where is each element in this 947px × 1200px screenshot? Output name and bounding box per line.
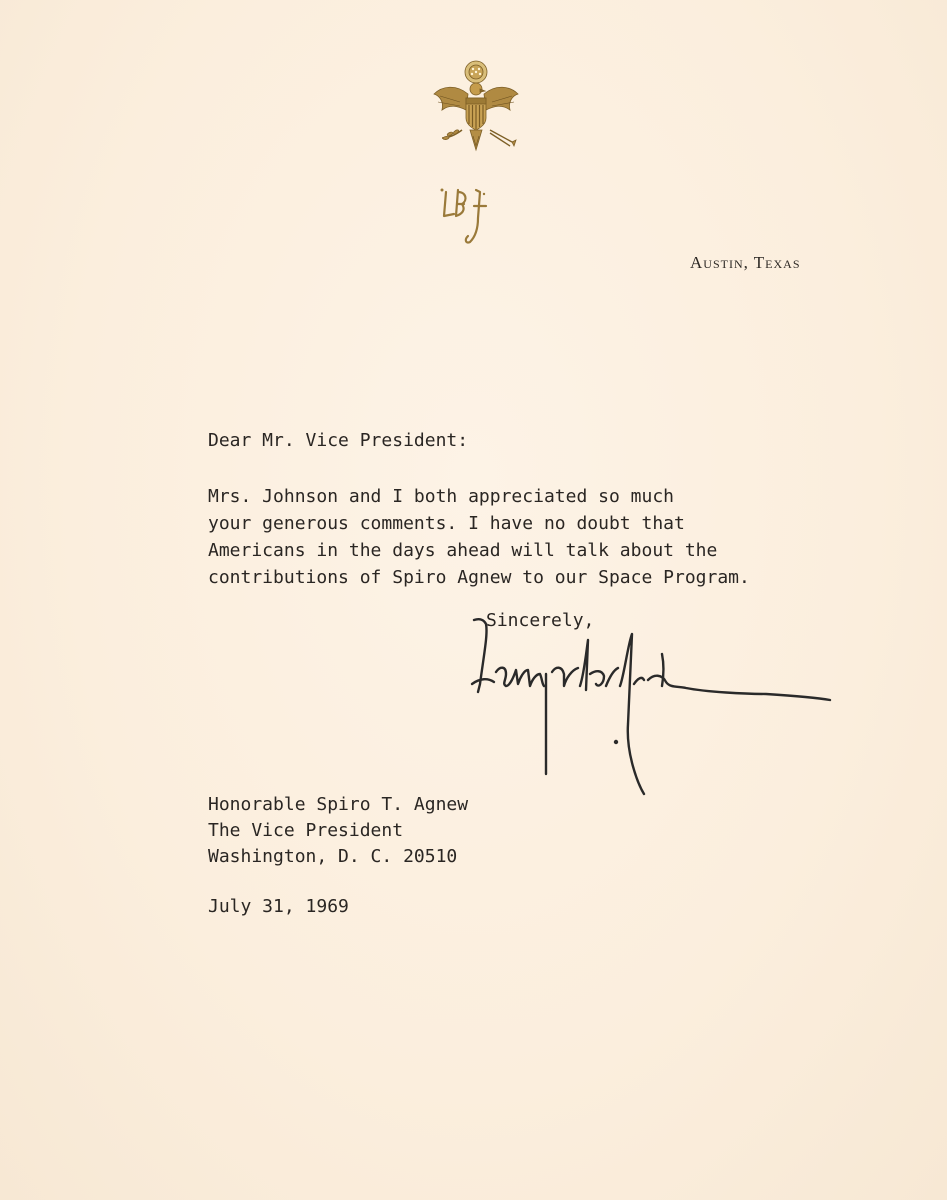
recipient-city: Washington, D. C. 20510 bbox=[208, 846, 458, 867]
body-line: your generous comments. I have no doubt that bbox=[208, 513, 685, 534]
body-line: contributions of Spiro Agnew to our Space Program. bbox=[208, 567, 750, 588]
handwritten-signature-icon bbox=[466, 614, 834, 798]
letter-body bbox=[208, 483, 750, 591]
body-line: Mrs. Johnson and I both appreciated so much bbox=[208, 486, 674, 507]
body-line: Americans in the days ahead will talk about the bbox=[208, 540, 718, 561]
letterhead-city: Austin, Texas bbox=[690, 253, 801, 272]
salutation: Dear Mr. Vice President: bbox=[208, 430, 469, 451]
letter-date: July 31, 1969 bbox=[208, 896, 349, 917]
closing: Sincerely, bbox=[486, 610, 595, 631]
recipient-address bbox=[208, 792, 468, 870]
recipient-title: The Vice President bbox=[208, 820, 404, 841]
recipient-name: Honorable Spiro T. Agnew bbox=[208, 794, 469, 815]
lbj-monogram-icon bbox=[436, 184, 508, 250]
great-seal-eagle-icon bbox=[428, 58, 524, 158]
